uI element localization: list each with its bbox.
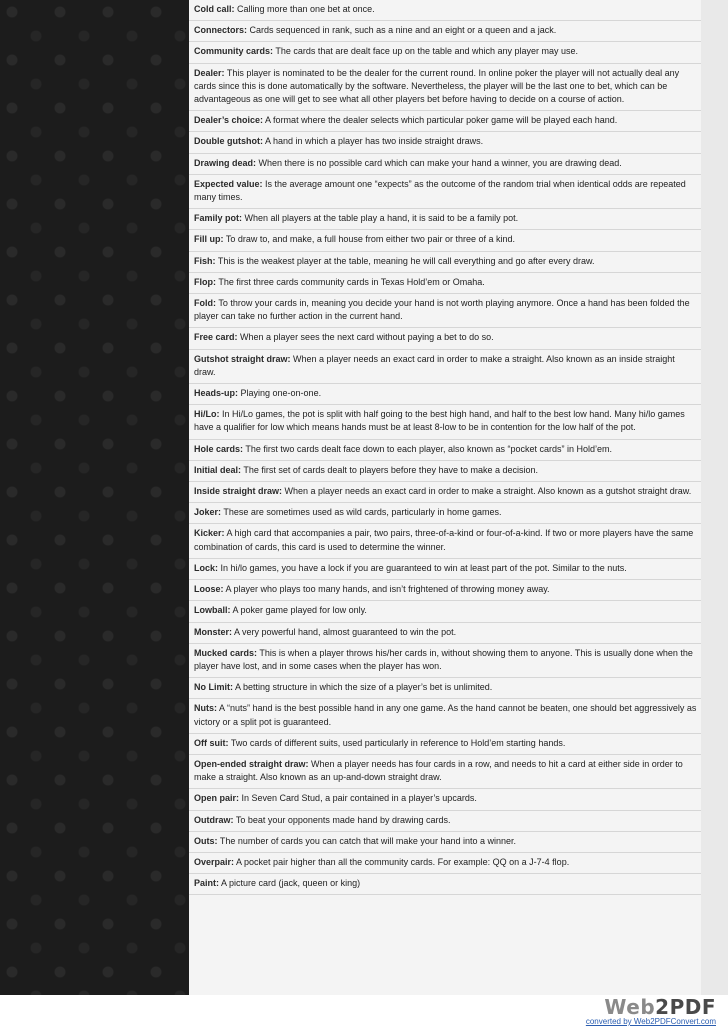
glossary-entry — [189, 524, 701, 558]
glossary-term: Joker: — [194, 507, 222, 518]
glossary-entry — [189, 384, 701, 405]
glossary-entry — [189, 559, 701, 580]
glossary-definition: To beat your opponents made hand by drawing cards. — [233, 814, 451, 825]
glossary-definition: When a player needs an exact card in order to make a straight. Also known as an inside straight draw. — [194, 353, 675, 377]
glossary-definition: Playing one-on-one. — [238, 388, 322, 399]
glossary-entry — [189, 154, 701, 175]
glossary-definition: A betting structure in which the size of a player’s bet is unlimited. — [233, 682, 493, 693]
glossary-term: Nuts: — [194, 703, 217, 714]
glossary-entry — [189, 111, 701, 132]
glossary-term: Heads-up: — [194, 388, 239, 399]
glossary-definition: The cards that are dealt face up on the table and which any player may use. — [273, 46, 579, 57]
glossary-definition: The number of cards you can catch that will make your hand into a winner. — [217, 835, 516, 846]
glossary-definition: When there is no possible card which can make your hand a winner, you are drawing dead. — [256, 157, 622, 168]
right-margin — [701, 0, 728, 995]
glossary-definition: A player who plays too many hands, and isn’t frightened of throwing money away. — [223, 584, 550, 595]
glossary-definition: A very powerful hand, almost guaranteed to win the pot. — [232, 626, 457, 637]
glossary-entry — [189, 623, 701, 644]
glossary-term: Expected value: — [194, 178, 263, 189]
glossary-definition: To draw to, and make, a full house from either two pair or three of a kind. — [223, 234, 515, 245]
footer — [0, 995, 728, 1031]
glossary-entry — [189, 853, 701, 874]
glossary-term: Monster: — [194, 626, 232, 637]
glossary-entry — [189, 503, 701, 524]
glossary-term: Open-ended straight draw: — [194, 758, 309, 769]
glossary-entry — [189, 789, 701, 810]
glossary-entry — [189, 482, 701, 503]
glossary-definition: A picture card (jack, queen or king) — [219, 878, 361, 889]
glossary-definition: A format where the dealer selects which particular poker game will be played each hand. — [263, 115, 618, 126]
glossary-entry — [189, 405, 701, 439]
glossary-term: Fold: — [194, 298, 216, 309]
glossary-entry — [189, 440, 701, 461]
glossary-term: Dealer: — [194, 67, 225, 78]
logo-wordmark — [566, 997, 716, 1017]
glossary-definition: The first three cards community cards in Texas Hold’em or Omaha. — [216, 276, 485, 287]
glossary-entry — [189, 21, 701, 42]
glossary-entry — [189, 580, 701, 601]
glossary-definition: A “nuts” hand is the best possible hand in any one game. As the hand cannot be beaten, one should bet aggressively as victory or a split pot is guaranteed. — [194, 703, 697, 727]
glossary-definition: The first two cards dealt face down to each player, also known as “pocket cards” in Hold’em. — [243, 443, 613, 454]
glossary-term: No Limit: — [194, 682, 233, 693]
glossary-entry — [189, 811, 701, 832]
glossary-term: Open pair: — [194, 793, 240, 804]
glossary-term: Free card: — [194, 332, 238, 343]
glossary-definition: A high card that accompanies a pair, two pairs, three-of-a-kind or four-of-a-kind. If two or more players have the same combination of cards, this card is used to determine the winner. — [194, 528, 694, 552]
glossary-entry — [189, 328, 701, 349]
glossary-definition: In Seven Card Stud, a pair contained in a player’s upcards. — [239, 793, 477, 804]
glossary-definition: The first set of cards dealt to players before they have to make a decision. — [241, 464, 539, 475]
glossary-entry — [189, 601, 701, 622]
glossary-entry — [189, 273, 701, 294]
logo-web-text: Web — [604, 995, 656, 1019]
glossary-entry — [189, 42, 701, 63]
glossary-content — [189, 0, 701, 995]
glossary-entry — [189, 699, 701, 733]
glossary-term: Inside straight draw: — [194, 486, 283, 497]
glossary-entry — [189, 175, 701, 209]
glossary-definition: Cards sequenced in rank, such as a nine and an eight or a queen and a jack. — [247, 25, 557, 36]
glossary-definition: When a player needs an exact card in order to make a straight. Also known as a gutshot straight draw. — [282, 486, 692, 497]
glossary-term: Dealer’s choice: — [194, 115, 264, 126]
glossary-term: Mucked cards: — [194, 647, 258, 658]
left-background-panel — [0, 0, 189, 995]
glossary-term: Lock: — [194, 562, 219, 573]
glossary-entry — [189, 132, 701, 153]
glossary-entry — [189, 874, 701, 895]
glossary-term: Overpair: — [194, 856, 235, 867]
glossary-entry — [189, 678, 701, 699]
glossary-term: Off suit: — [194, 737, 229, 748]
glossary-term: Flop: — [194, 276, 216, 287]
glossary-entry — [189, 64, 701, 112]
glossary-term: Double gutshot: — [194, 136, 263, 147]
glossary-term: Outdraw: — [194, 814, 234, 825]
glossary-entry — [189, 350, 701, 384]
glossary-term: Community cards: — [194, 46, 274, 57]
glossary-entry — [189, 734, 701, 755]
glossary-definition: These are sometimes used as wild cards, particularly in home games. — [221, 507, 502, 518]
glossary-entry — [189, 230, 701, 251]
glossary-term: Family pot: — [194, 213, 243, 224]
glossary-entry — [189, 461, 701, 482]
glossary-entry — [189, 832, 701, 853]
glossary-term: Kicker: — [194, 528, 225, 539]
glossary-term: Cold call: — [194, 4, 235, 14]
glossary-term: Connectors: — [194, 25, 248, 36]
glossary-definition: This player is nominated to be the dealer for the current round. In online poker the player will not actually deal any cards since this is done automatically by the software. Nevertheless, the player will be the last one to bet, which can be advantageous as one will get to see what all other players bet before having to decide on a course of action. — [194, 67, 680, 105]
glossary-term: Loose: — [194, 584, 224, 595]
glossary-entry — [189, 0, 701, 21]
converted-by-link[interactable]: converted by Web2PDFConvert.com — [585, 1017, 716, 1026]
glossary-entry — [189, 294, 701, 328]
glossary-term: Fill up: — [194, 234, 224, 245]
glossary-definition: When a player needs has four cards in a row, and needs to hit a card at either side in order to make a straight. Also known as an up-and-down straight draw. — [194, 758, 683, 783]
glossary-term: Fish: — [194, 255, 216, 266]
glossary-term: Hole cards: — [194, 443, 244, 454]
glossary-definition: In Hi/Lo games, the pot is split with half going to the best high hand, and half to the best low hand. Many hi/lo games have a qualifier for low which means hands must be at least 8-low to be in contention for the low half of the pot. — [194, 409, 685, 433]
glossary-entry — [189, 252, 701, 273]
glossary-definition: Is the average amount one “expects” as the outcome of the random trial when identical odds are repeated many times. — [194, 178, 686, 203]
glossary-entry — [189, 755, 701, 789]
glossary-term: Drawing dead: — [194, 157, 257, 168]
glossary-term: Initial deal: — [194, 464, 242, 475]
glossary-term: Lowball: — [194, 605, 231, 616]
logo-pdf-text: 2PDF — [655, 995, 716, 1019]
glossary-definition: A poker game played for low only. — [230, 605, 367, 616]
glossary-definition: A hand in which a player has two inside straight draws. — [263, 136, 484, 147]
glossary-definition: When all players at the table play a hand, it is said to be a family pot. — [242, 213, 519, 224]
glossary-definition: This is when a player throws his/her cards in, without showing them to anyone. This is usually done when the player have lost, and in some cases when the player has won. — [194, 647, 693, 671]
glossary-term: Paint: — [194, 878, 220, 889]
glossary-term: Hi/Lo: — [194, 409, 220, 420]
glossary-definition: When a player sees the next card without paying a bet to do so. — [237, 332, 494, 343]
glossary-definition: Calling more than one bet at once. — [234, 4, 375, 14]
glossary-definition: To throw your cards in, meaning you decide your hand is not worth playing anymore. Once a hand has been folded the player can take no further action in the current hand. — [194, 298, 690, 322]
glossary-definition: This is the weakest player at the table, meaning he will call everything and go after every draw. — [215, 255, 595, 266]
glossary-definition: In hi/lo games, you have a lock if you are guaranteed to win at least part of the pot. Similar to the nuts. — [218, 562, 627, 573]
glossary-entry — [189, 209, 701, 230]
web2pdf-logo[interactable] — [566, 997, 716, 1029]
glossary-term: Gutshot straight draw: — [194, 353, 291, 364]
glossary-definition: Two cards of different suits, used particularly in reference to Hold’em starting hands. — [228, 737, 566, 748]
glossary-term: Outs: — [194, 835, 218, 846]
glossary-definition: A pocket pair higher than all the community cards. For example: QQ on a J-7-4 flop. — [234, 856, 570, 867]
glossary-entry — [189, 644, 701, 678]
